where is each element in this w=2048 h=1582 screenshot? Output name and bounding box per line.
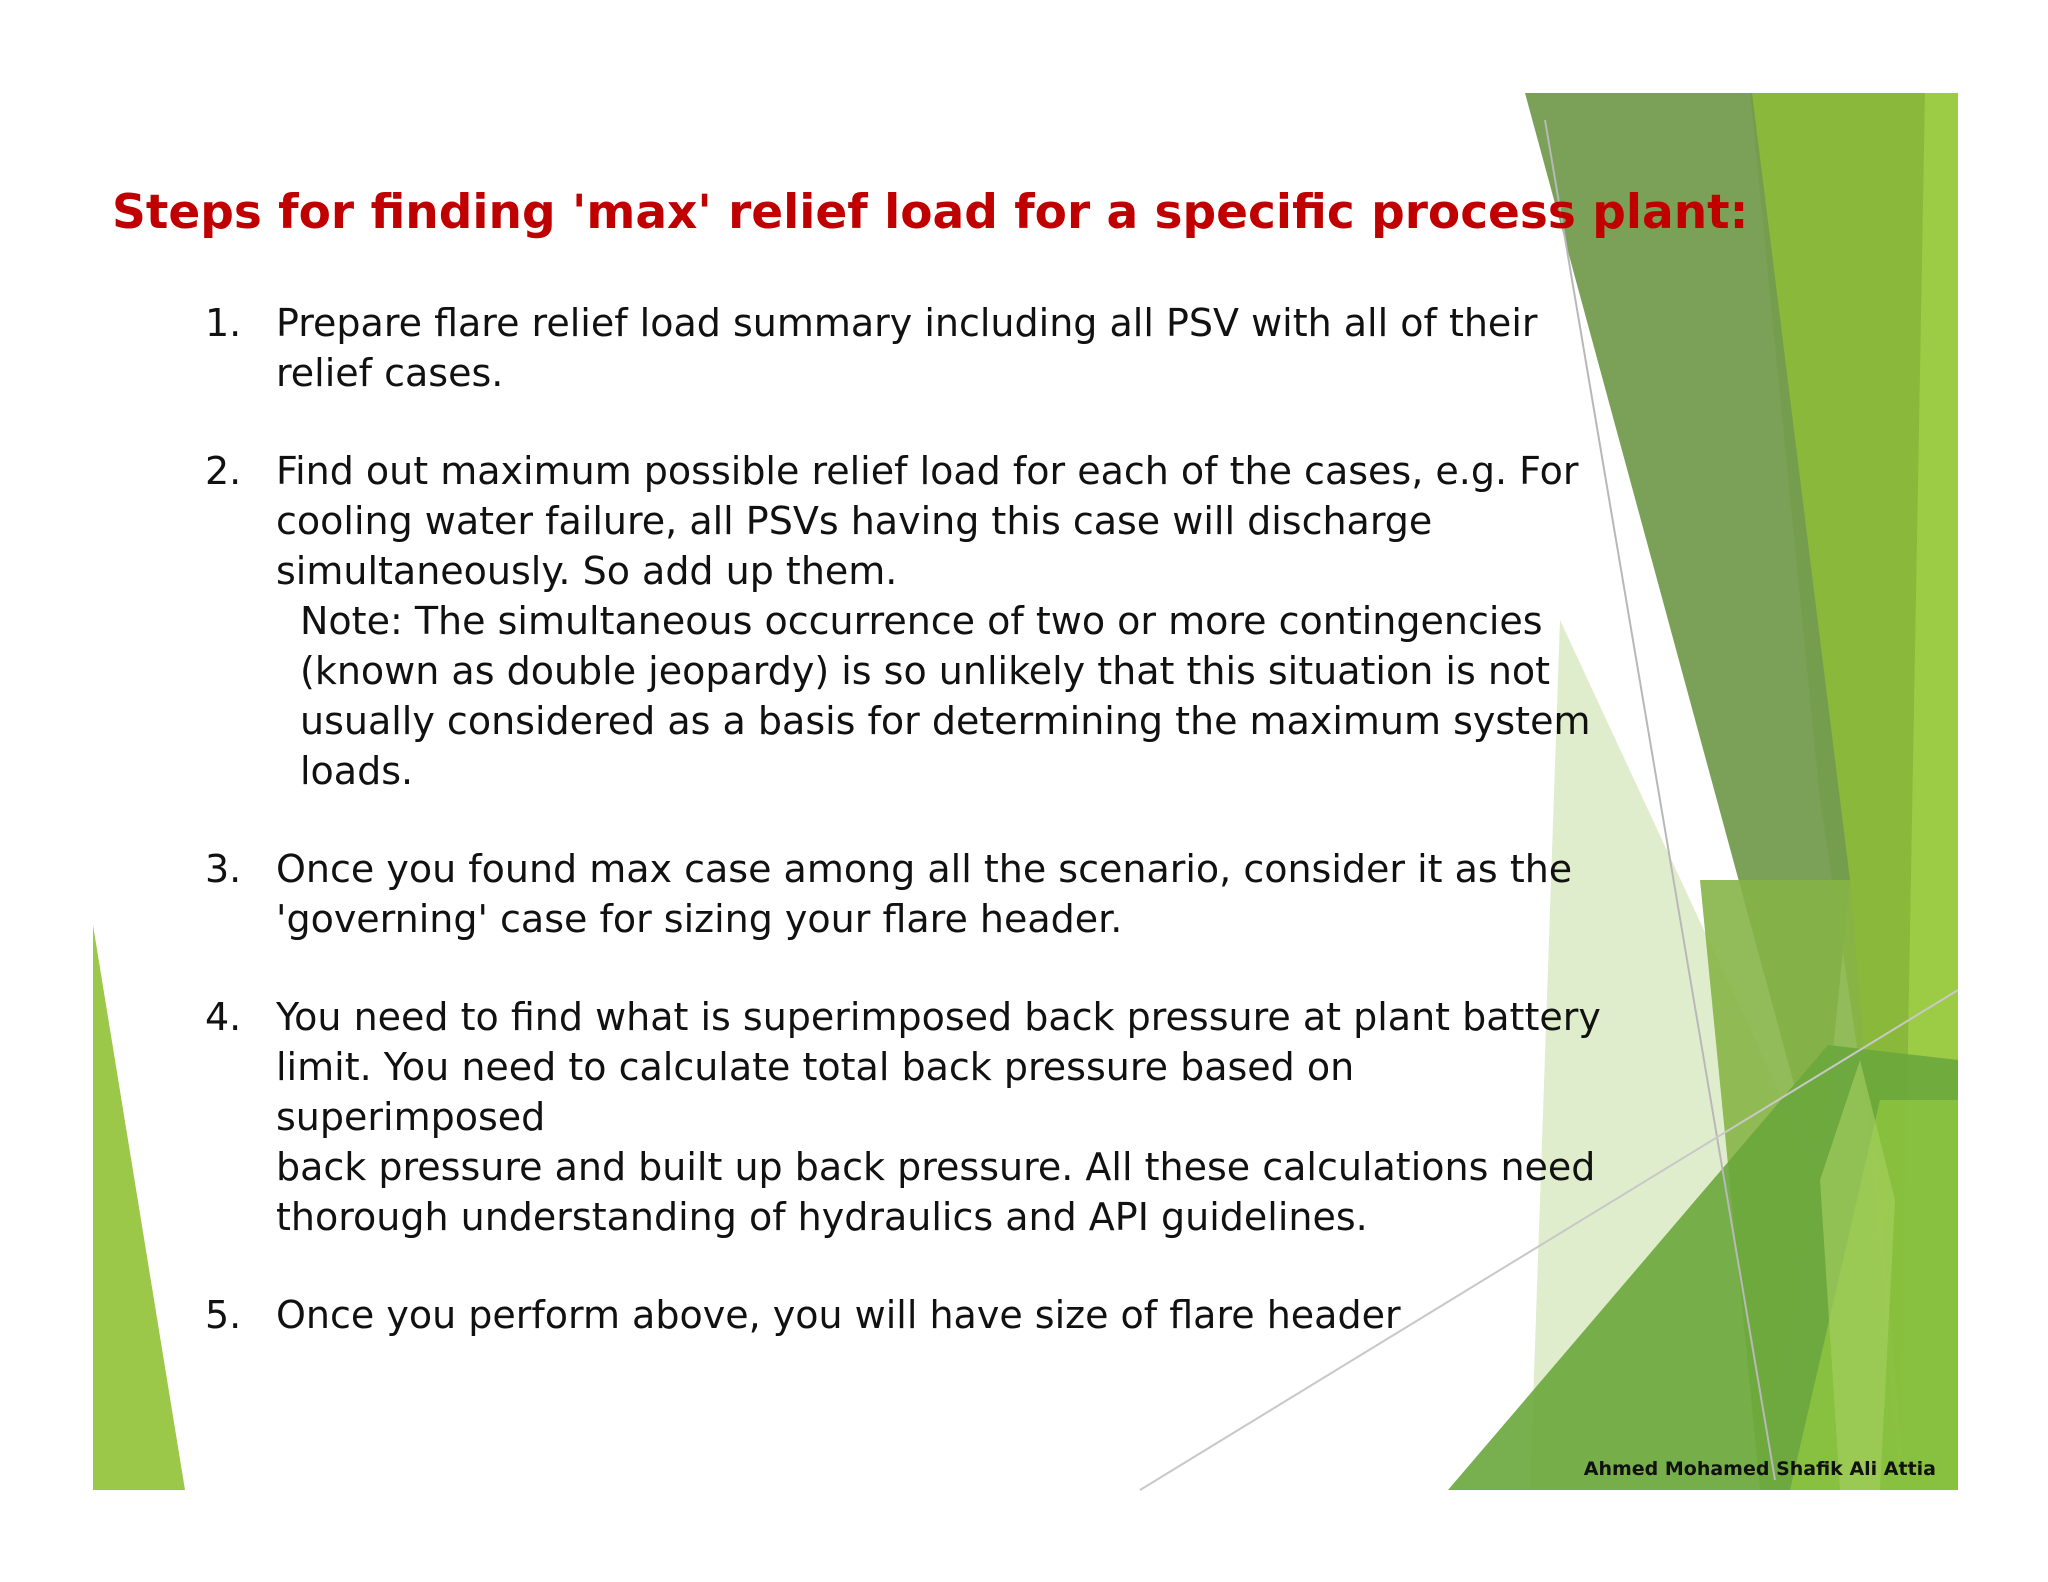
step-number: 5. (205, 1293, 242, 1337)
step-note: Note: The simultaneous occurrence of two or more contingencies (known as double jeopardy) is so unlikely that this situation is not usually considered as a basis for determining the maximum system loads. (300, 599, 1591, 793)
step-text: Once you perform above, you will have size of flare header (276, 1293, 1401, 1337)
step-number: 2. (205, 449, 242, 493)
list-item (205, 992, 1635, 1242)
step-number: 4. (205, 995, 242, 1039)
list-item (205, 298, 1635, 398)
list-item (205, 446, 1635, 796)
slide-title: Steps for finding 'max' relief load for a specific process plant: (112, 185, 1749, 240)
list-item (205, 1290, 1635, 1340)
step-text: Find out maximum possible relief load for each of the cases, e.g. For cooling water failure, all PSVs having this case will discharge simultaneously. So add up them. (276, 449, 1579, 593)
step-text: You need to find what is superimposed back pressure at plant battery limit. You need to calculate total back pressure based on superimposed back pressure and built up back pressure. All these calculations need thorough understanding of hydraulics and API guidelines. (276, 995, 1601, 1239)
list-item (205, 844, 1635, 944)
step-text: Prepare flare relief load summary including all PSV with all of their relief cases. (276, 301, 1538, 395)
step-text: Once you found max case among all the scenario, consider it as the 'governing' case for sizing your flare header. (276, 847, 1573, 941)
step-number: 3. (205, 847, 242, 891)
step-number: 1. (205, 301, 242, 345)
author-credit: Ahmed Mohamed Shafik Ali Attia (1583, 1458, 1936, 1480)
left-green-shape (93, 925, 185, 1490)
steps-list (205, 298, 1635, 1340)
